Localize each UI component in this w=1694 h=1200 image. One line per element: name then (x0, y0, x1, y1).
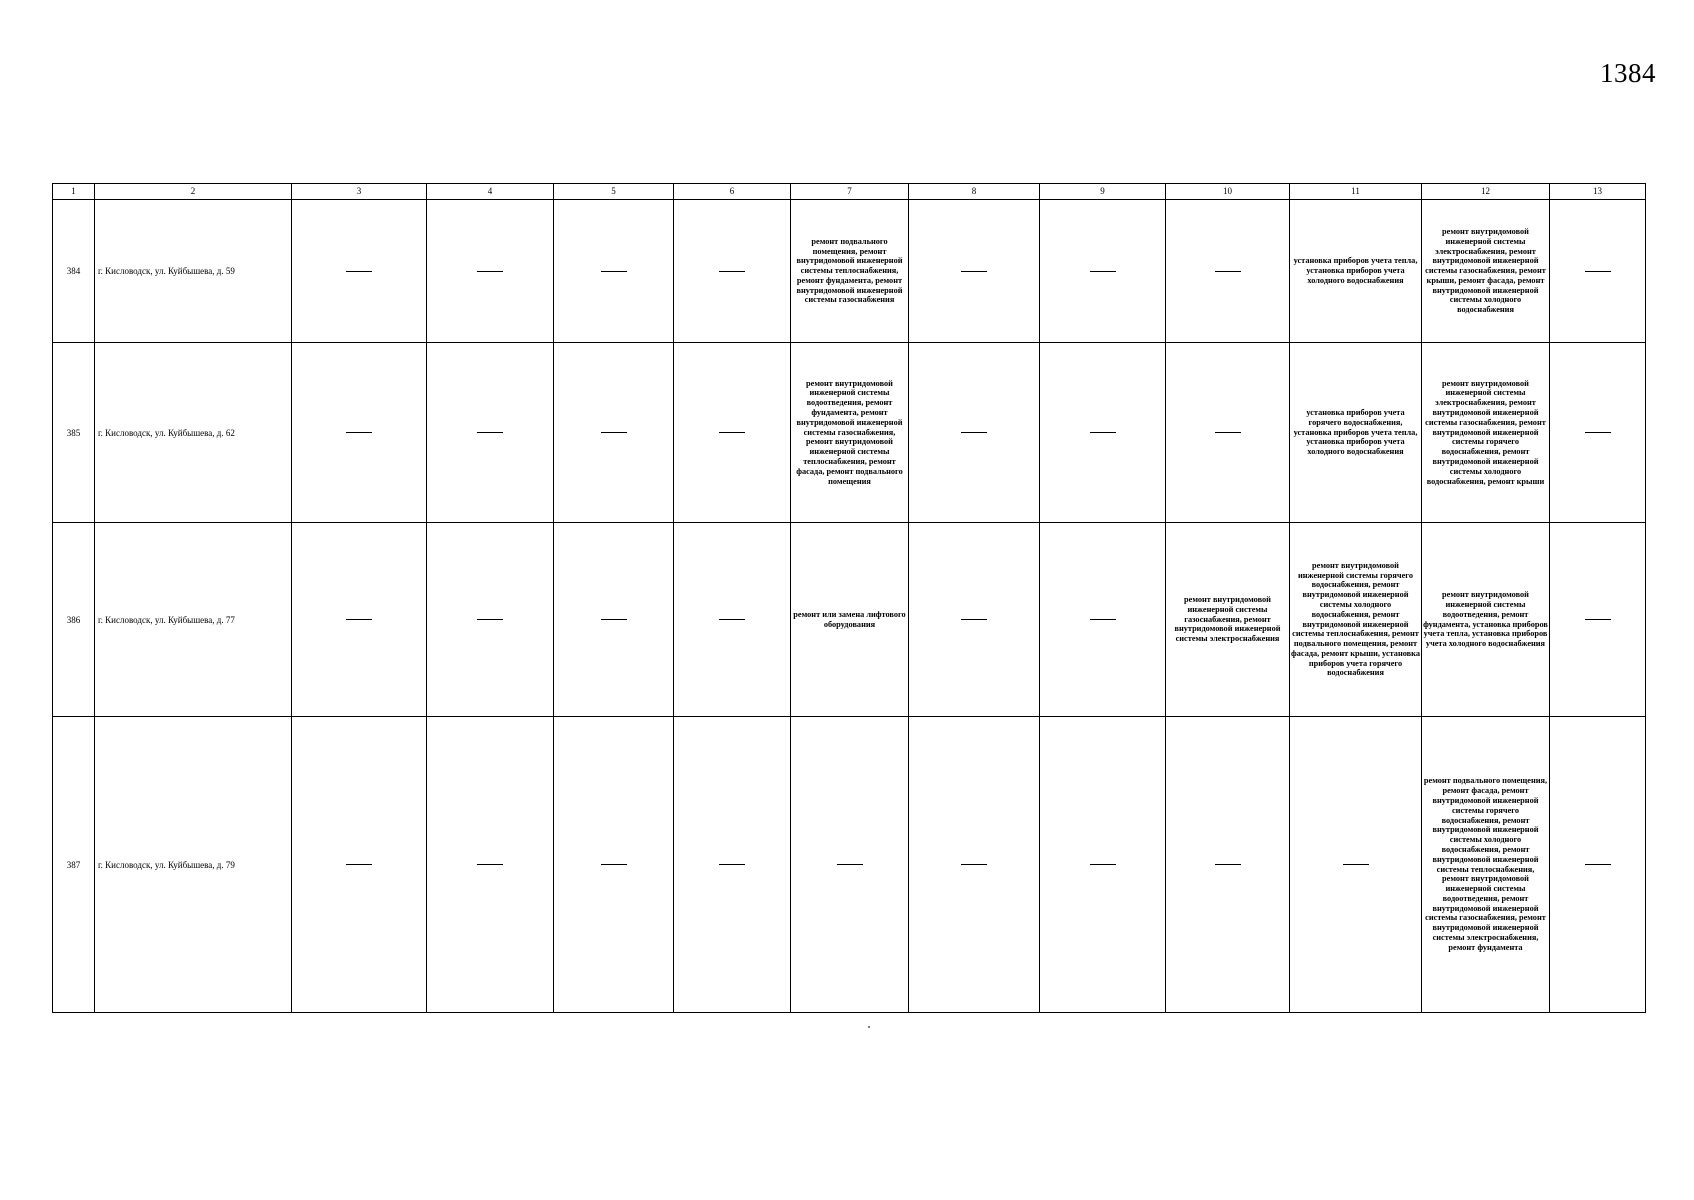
empty-cell (909, 717, 1040, 1013)
table-row (53, 343, 1646, 523)
dash-mark (1090, 864, 1116, 865)
dash-mark (1343, 864, 1369, 865)
empty-cell (554, 523, 674, 717)
dash-mark (1090, 432, 1116, 433)
dash-mark (961, 271, 987, 272)
column-header: 4 (427, 184, 554, 200)
works-cell-7: ремонт внутридомовой инженерной системы водоотведения, ремонт фундамента, ремонт внутридомовой инженерной системы газоснабжения, ремонт внутридомовой инженерной системы теплоснабжения, ремонт фасада, ремонт подвального помещения (791, 343, 909, 523)
dash-mark (1585, 432, 1611, 433)
dash-mark (1215, 864, 1241, 865)
dash-mark (346, 864, 372, 865)
table-row (53, 523, 1646, 717)
dash-mark (346, 432, 372, 433)
empty-cell (427, 343, 554, 523)
empty-cell (1166, 343, 1290, 523)
dash-mark (719, 432, 745, 433)
empty-cell (292, 717, 427, 1013)
empty-cell (1550, 200, 1646, 343)
empty-cell (909, 200, 1040, 343)
dash-mark (1585, 271, 1611, 272)
empty-cell (292, 523, 427, 717)
row-number: 386 (53, 523, 95, 717)
works-cell-10: ремонт внутридомовой инженерной системы газоснабжения, ремонт внутридомовой инженерной системы электроснабжения (1166, 523, 1290, 717)
empty-cell (554, 717, 674, 1013)
empty-cell (1290, 717, 1422, 1013)
column-header: 5 (554, 184, 674, 200)
dash-mark (961, 619, 987, 620)
row-number: 385 (53, 343, 95, 523)
empty-cell (909, 343, 1040, 523)
column-header: 12 (1422, 184, 1550, 200)
works-cell-7: ремонт или замена лифтового оборудования (791, 523, 909, 717)
dash-mark (477, 619, 503, 620)
capital-repair-table (52, 183, 1646, 1013)
column-header: 9 (1040, 184, 1166, 200)
dash-mark (601, 432, 627, 433)
empty-cell (427, 717, 554, 1013)
row-address: г. Кисловодск, ул. Куйбышева, д. 59 (95, 200, 292, 343)
empty-cell (1040, 717, 1166, 1013)
empty-cell (554, 200, 674, 343)
empty-cell (791, 717, 909, 1013)
works-cell-12: ремонт внутридомовой инженерной системы электроснабжения, ремонт внутридомовой инженерной системы газоснабжения, ремонт крыши, ремонт фасада, ремонт внутридомовой инженерной системы холодного водоснабжения (1422, 200, 1550, 343)
dash-mark (961, 432, 987, 433)
empty-cell (1550, 523, 1646, 717)
empty-cell (292, 343, 427, 523)
dash-mark (837, 864, 863, 865)
empty-cell (674, 343, 791, 523)
works-cell-11: установка приборов учета тепла, установка приборов учета холодного водоснабжения (1290, 200, 1422, 343)
column-header: 8 (909, 184, 1040, 200)
column-header: 2 (95, 184, 292, 200)
dash-mark (961, 864, 987, 865)
works-cell-12: ремонт внутридомовой инженерной системы электроснабжения, ремонт внутридомовой инженерной системы газоснабжения, ремонт внутридомовой инженерной системы горячего водоснабжения, ремонт внутридомовой инженерной системы холодного водоснабжения, ремонт крыши (1422, 343, 1550, 523)
dash-mark (477, 432, 503, 433)
empty-cell (554, 343, 674, 523)
works-cell-12: ремонт подвального помещения, ремонт фасада, ремонт внутридомовой инженерной системы горячего водоснабжения, ремонт внутридомовой инженерной системы холодного водоснабжения, ремонт внутридомовой инженерной системы теплоснабжения, ремонт внутридомовой инженерной системы водоотведения, ремонт внутридомовой инженерной системы газоснабжения, ремонт внутридомовой инженерной системы электроснабжения, ремонт фундамента (1422, 717, 1550, 1013)
dash-mark (719, 271, 745, 272)
row-number: 387 (53, 717, 95, 1013)
empty-cell (1040, 523, 1166, 717)
row-address: г. Кисловодск, ул. Куйбышева, д. 77 (95, 523, 292, 717)
column-header: 7 (791, 184, 909, 200)
column-header: 11 (1290, 184, 1422, 200)
dash-mark (601, 271, 627, 272)
empty-cell (1166, 717, 1290, 1013)
dash-mark (601, 864, 627, 865)
empty-cell (1040, 343, 1166, 523)
works-cell-11: ремонт внутридомовой инженерной системы горячего водоснабжения, ремонт внутридомовой инженерной системы холодного водоснабжения, ремонт внутридомовой инженерной системы теплоснабжения, ремонт подвального помещения, ремонт фасада, ремонт крыши, установка приборов учета горячего водоснабжения (1290, 523, 1422, 717)
empty-cell (427, 523, 554, 717)
row-address: г. Кисловодск, ул. Куйбышева, д. 62 (95, 343, 292, 523)
empty-cell (1166, 200, 1290, 343)
dash-mark (1215, 432, 1241, 433)
dash-mark (1090, 619, 1116, 620)
empty-cell (1550, 343, 1646, 523)
dash-mark (1215, 271, 1241, 272)
empty-cell (674, 717, 791, 1013)
empty-cell (674, 200, 791, 343)
dash-mark (719, 619, 745, 620)
column-header: 3 (292, 184, 427, 200)
column-header: 10 (1166, 184, 1290, 200)
scan-speck (868, 1026, 870, 1028)
dash-mark (346, 271, 372, 272)
empty-cell (1040, 200, 1166, 343)
row-number: 384 (53, 200, 95, 343)
empty-cell (427, 200, 554, 343)
column-header: 6 (674, 184, 791, 200)
dash-mark (1090, 271, 1116, 272)
works-cell-7: ремонт подвального помещения, ремонт внутридомовой инженерной системы теплоснабжения, ремонт фундамента, ремонт внутридомовой инженерной системы газоснабжения (791, 200, 909, 343)
column-header: 1 (53, 184, 95, 200)
row-address: г. Кисловодск, ул. Куйбышева, д. 79 (95, 717, 292, 1013)
empty-cell (1550, 717, 1646, 1013)
empty-cell (292, 200, 427, 343)
column-header: 13 (1550, 184, 1646, 200)
dash-mark (477, 864, 503, 865)
works-cell-11: установка приборов учета горячего водоснабжения, установка приборов учета тепла, установка приборов учета холодного водоснабжения (1290, 343, 1422, 523)
table-row (53, 717, 1646, 1013)
page-number: 1384 (1600, 58, 1656, 88)
table-row (53, 200, 1646, 343)
dash-mark (1585, 619, 1611, 620)
dash-mark (719, 864, 745, 865)
dash-mark (346, 619, 372, 620)
empty-cell (909, 523, 1040, 717)
dash-mark (1585, 864, 1611, 865)
dash-mark (477, 271, 503, 272)
works-cell-12: ремонт внутридомовой инженерной системы водоотведения, ремонт фундамента, установка приборов учета тепла, установка приборов учета холодного водоснабжения (1422, 523, 1550, 717)
empty-cell (674, 523, 791, 717)
column-number-row (53, 184, 1646, 200)
dash-mark (601, 619, 627, 620)
